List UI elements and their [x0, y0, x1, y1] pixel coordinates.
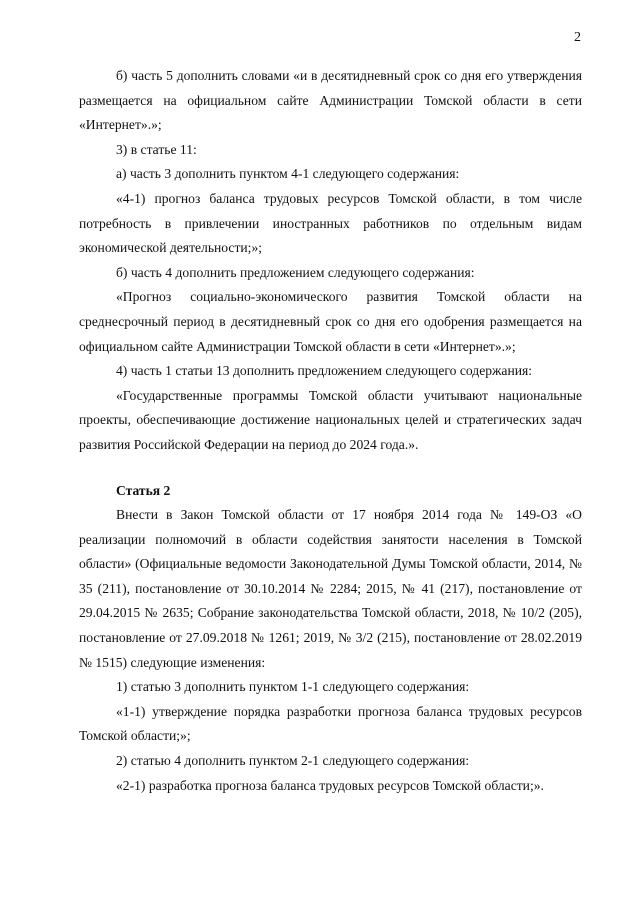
- paragraph: «1-1) утверждение порядка разработки прогноза баланса трудовых ресурсов Томской области;»;: [79, 703, 582, 744]
- paragraph: а) часть 3 дополнить пунктом 4-1 следующего содержания:: [116, 166, 460, 182]
- paragraph: б) часть 5 дополнить словами «и в десятидневный срок со дня его утверждения размещается на официальном сайте Администрации Томской области в сети «Интернет».»;: [79, 68, 582, 133]
- paragraph: 3) в статье 11:: [116, 141, 197, 157]
- paragraph: 4) часть 1 статьи 13 дополнить предложением следующего содержания:: [116, 363, 533, 379]
- document-body: [79, 64, 582, 798]
- paragraph: 1) статью 3 дополнить пунктом 1-1 следующего содержания:: [116, 679, 470, 695]
- paragraph: «2-1) разработка прогноза баланса трудовых ресурсов Томской области;».: [116, 777, 544, 793]
- paragraph: «4-1) прогноз баланса трудовых ресурсов Томской области, в том числе потребность в привлечении иностранных работников по отдельным видам экономической деятельности;»;: [79, 190, 582, 256]
- paragraph: Внести в Закон Томской области от 17 ноября 2014 года № 149-ОЗ «О реализации полномочий в области содействия занятости населения в Томской области» (Официальные ведомости Законодательной Думы Томской области, 2014, № 35 (211), постановление от 30.10.2014 № 2284; 2015, № 41 (217), постановление от 29.04.2015 № 2635; Собрание законодательства Томской области, 2018, № 10/2 (205), постановление от 27.09.2018 № 1261; 2019, № 3/2 (215), постановление от 28.02.2019 № 1515) следующие изменения:: [79, 507, 582, 670]
- paragraph: б) часть 4 дополнить предложением следующего содержания:: [116, 264, 475, 280]
- article-heading: Статья 2: [116, 482, 171, 498]
- page-number: 2: [574, 30, 581, 45]
- paragraph: «Государственные программы Томской области учитывают национальные проекты, обеспечивающие достижение национальных целей и стратегических задач развития Российской Федерации на период до 2024 года.».: [79, 387, 582, 452]
- paragraph: «Прогноз социально-экономического развития Томской области на среднесрочный период в десятидневный срок со дня его одобрения размещается на официальном сайте Администрации Томской области в сети «Интернет».»;: [79, 289, 582, 354]
- paragraph: 2) статью 4 дополнить пунктом 2-1 следующего содержания:: [116, 753, 470, 769]
